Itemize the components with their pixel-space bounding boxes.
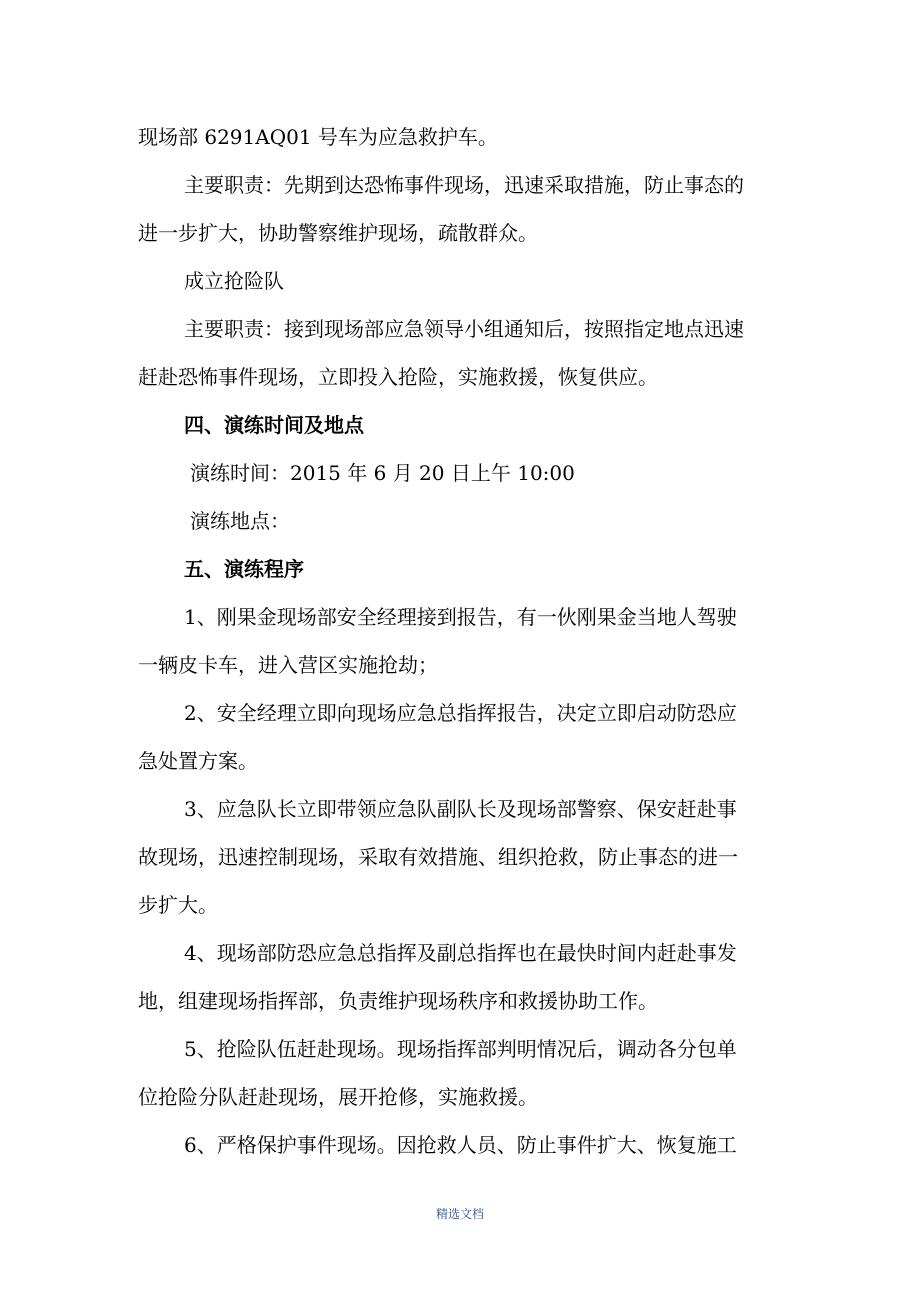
body-line: 演练时间：2015 年 6 月 20 日上午 10:00 [190,461,575,485]
body-line: 4、现场部防恐应急总指挥及副总指挥也在最快时间内赶赴事发 [184,941,737,965]
body-line: 成立抢险队 [184,269,284,293]
body-line: 2、安全经理立即向现场应急总指挥报告，决定立即启动防恐应 [184,701,737,725]
body-line: 6、严格保护事件现场。因抢救人员、防止事件扩大、恢复施工 [184,1133,737,1157]
body-line: 主要职责：先期到达恐怖事件现场，迅速采取措施，防止事态的 [184,173,744,197]
page-footer: 精选文档 [435,1207,484,1221]
section-heading: 四、演练时间及地点 [184,413,364,437]
body-line: 3、应急队长立即带领应急队副队长及现场部警察、保安赶赴事 [184,797,737,821]
body-line: 位抢险分队赶赴现场，展开抢修，实施救援。 [138,1085,538,1109]
body-line: 急处置方案。 [138,749,258,773]
body-line: 主要职责：接到现场部应急领导小组通知后，按照指定地点迅速 [184,317,744,341]
body-line: 演练地点： [190,509,290,533]
body-line: 地，组建现场指挥部，负责维护现场秩序和救援协助工作。 [138,989,658,1013]
body-line: 赶赴恐怖事件现场，立即投入抢险，实施救援，恢复供应。 [138,365,658,389]
section-heading: 五、演练程序 [184,557,304,581]
body-line: 步扩大。 [138,893,218,917]
body-line: 进一步扩大，协助警察维护现场，疏散群众。 [138,221,538,245]
body-line: 5、抢险队伍赶赴现场。现场指挥部判明情况后，调动各分包单 [184,1037,737,1061]
body-line: 现场部 6291AQ01 号车为应急救护车。 [138,125,498,149]
body-line: 一辆皮卡车，进入营区实施抢劫； [138,653,438,677]
body-line: 故现场，迅速控制现场，采取有效措施、组织抢救，防止事态的进一 [138,845,738,869]
body-line: 1、刚果金现场部安全经理接到报告，有一伙刚果金当地人驾驶 [184,605,737,629]
